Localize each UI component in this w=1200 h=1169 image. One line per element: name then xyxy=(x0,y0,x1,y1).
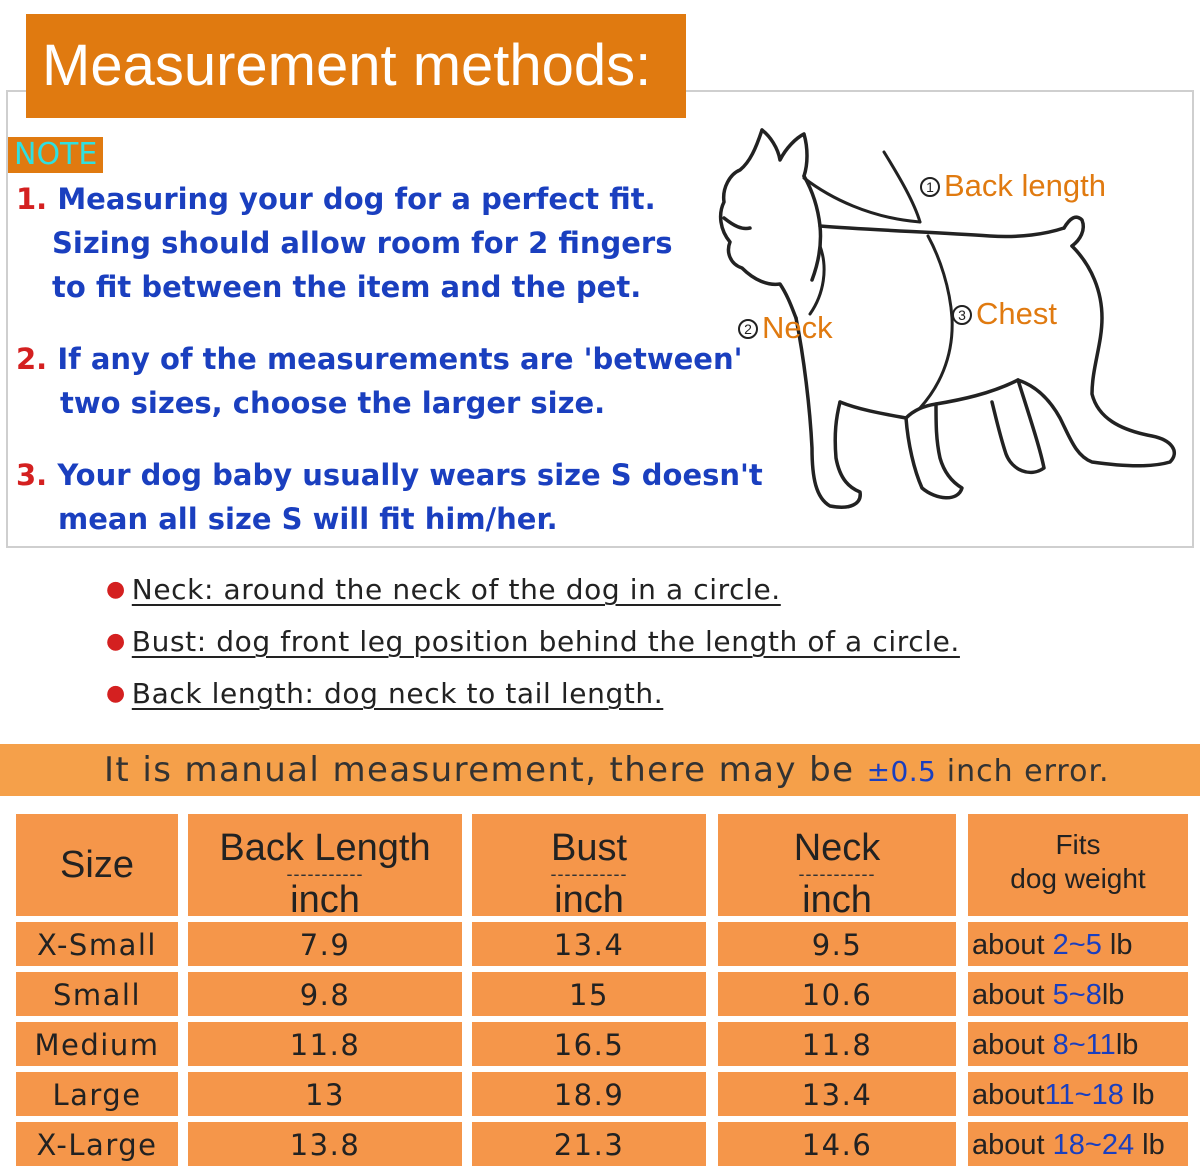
table-cell-neck: 14.6 xyxy=(718,1122,956,1166)
note-label: NOTE xyxy=(8,137,103,173)
table-cell-neck: 10.6 xyxy=(718,972,956,1016)
table-cell-weight: about 2~5 lb xyxy=(968,922,1188,966)
bullet-dot-icon: ● xyxy=(106,577,126,602)
note-text: to fit between the item and the pet. xyxy=(52,270,642,304)
measurement-definitions xyxy=(106,564,960,720)
table-cell-back: 11.8 xyxy=(188,1022,462,1066)
table-cell-bust: 16.5 xyxy=(472,1022,706,1066)
table-cell-back: 13 xyxy=(188,1072,462,1116)
header-neck: Neck ----------- inch xyxy=(718,814,956,916)
table-cell-size: Large xyxy=(16,1072,178,1116)
note-number: 3. xyxy=(16,458,48,492)
note-text: If any of the measurements are 'between' xyxy=(57,342,743,376)
table-cell-weight: about 5~8lb xyxy=(968,972,1188,1016)
table-cell-neck: 13.4 xyxy=(718,1072,956,1116)
number-circle: 2 xyxy=(738,319,758,339)
number-circle: 1 xyxy=(920,177,940,197)
table-cell-size: X-Large xyxy=(16,1122,178,1166)
error-note-suffix: inch error. xyxy=(936,754,1110,789)
header-back-length: Back Length ----------- inch xyxy=(188,814,462,916)
bullet-dot-icon: ● xyxy=(106,629,126,654)
note-item-2 xyxy=(16,337,742,425)
note-text: mean all size S will fit him/her. xyxy=(58,502,558,536)
chest-label xyxy=(952,296,1057,332)
page-title: Measurement methods: xyxy=(26,14,686,118)
note-text: Sizing should allow room for 2 fingers xyxy=(52,226,673,260)
table-cell-bust: 13.4 xyxy=(472,922,706,966)
table-cell-bust: 18.9 xyxy=(472,1072,706,1116)
note-text: Your dog baby usually wears size S doesn't xyxy=(57,458,763,492)
bullet-back-length: ● Back length: dog neck to tail length. xyxy=(106,677,664,710)
error-note-value: ±0.5 xyxy=(866,755,937,788)
bullet-neck: ● Neck: around the neck of the dog in a circle. xyxy=(106,573,781,606)
bullet-dot-icon: ● xyxy=(106,681,126,706)
back-length-label xyxy=(920,168,1106,204)
note-number: 2. xyxy=(16,342,48,376)
table-cell-neck: 9.5 xyxy=(718,922,956,966)
label-text: Back length xyxy=(944,168,1106,203)
note-number: 1. xyxy=(16,182,48,216)
number-circle: 3 xyxy=(952,305,972,325)
header-size: Size xyxy=(16,814,178,916)
note-text: two sizes, choose the larger size. xyxy=(60,386,606,420)
label-text: Chest xyxy=(976,296,1057,331)
table-cell-size: X-Small xyxy=(16,922,178,966)
table-cell-back: 9.8 xyxy=(188,972,462,1016)
note-item-1 xyxy=(16,177,672,309)
error-note-bar xyxy=(0,744,1200,796)
table-cell-weight: about 8~11lb xyxy=(968,1022,1188,1066)
bullet-bust: ● Bust: dog front leg position behind the length of a circle. xyxy=(106,625,960,658)
label-text: Neck xyxy=(762,310,833,345)
table-cell-weight: about 18~24 lb xyxy=(968,1122,1188,1166)
header-bust: Bust ----------- inch xyxy=(472,814,706,916)
table-cell-size: Small xyxy=(16,972,178,1016)
table-cell-bust: 15 xyxy=(472,972,706,1016)
table-cell-weight: about11~18 lb xyxy=(968,1072,1188,1116)
header-fits-weight: Fits dog weight xyxy=(968,814,1188,916)
table-cell-back: 7.9 xyxy=(188,922,462,966)
note-item-3 xyxy=(16,453,763,541)
note-text: Measuring your dog for a perfect fit. xyxy=(57,182,656,216)
neck-label xyxy=(738,310,833,346)
table-cell-neck: 11.8 xyxy=(718,1022,956,1066)
table-cell-bust: 21.3 xyxy=(472,1122,706,1166)
error-note-prefix: It is manual measurement, there may be xyxy=(104,750,867,790)
table-cell-back: 13.8 xyxy=(188,1122,462,1166)
table-cell-size: Medium xyxy=(16,1022,178,1066)
